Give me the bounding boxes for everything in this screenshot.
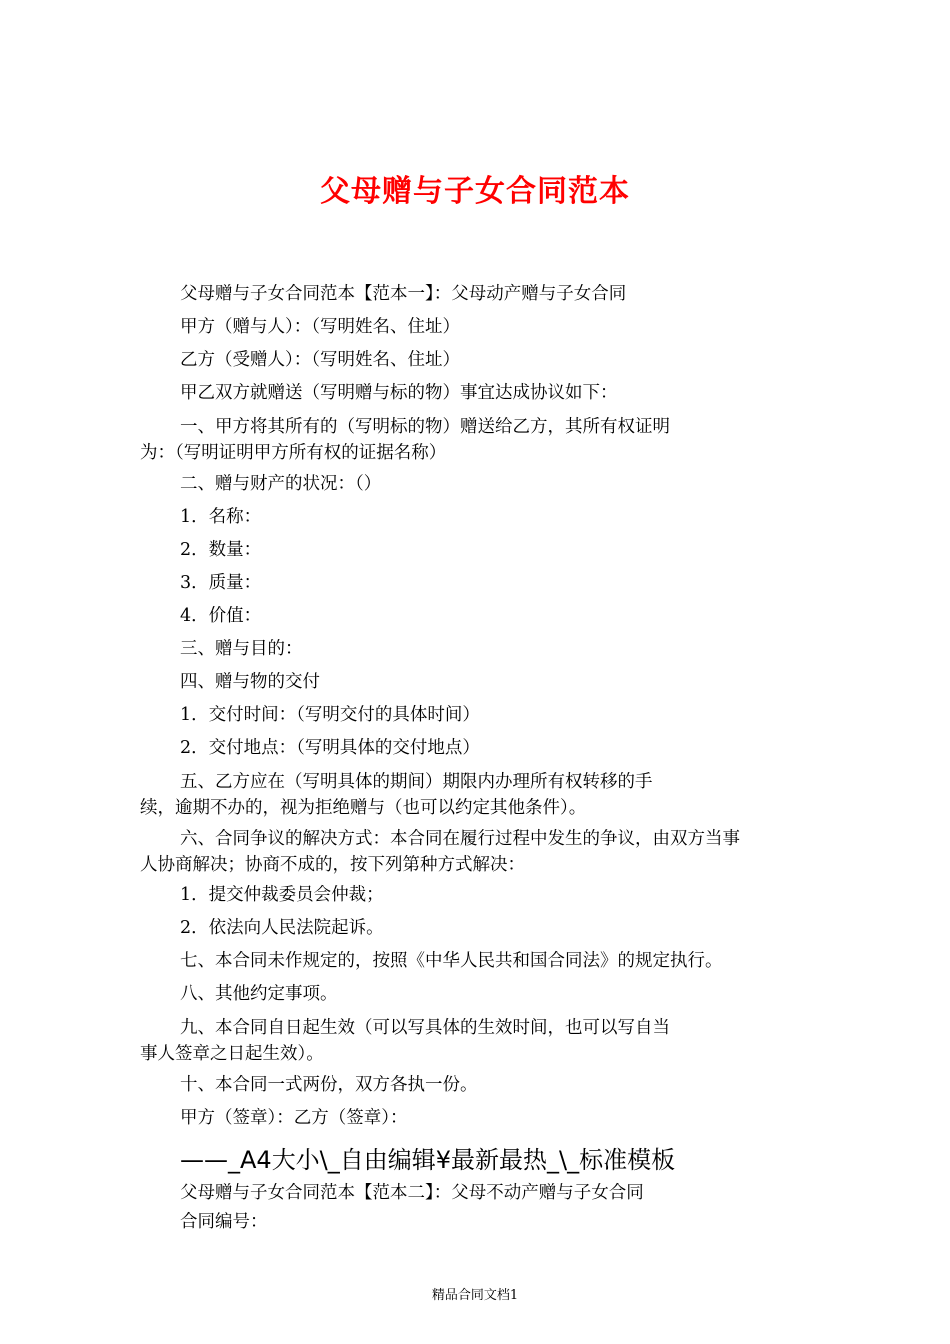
paragraph-line: 二、赠与财产的状况：（） xyxy=(180,474,382,494)
paragraph-line: 六、合同争议的解决方式：本合同在履行过程中发生的争议，由双方当事 xyxy=(180,829,740,849)
paragraph-continuation: 事人签章之日起生效）。 xyxy=(140,1044,324,1064)
paragraph xyxy=(140,1015,830,1067)
paragraph-line: 1．提交仲裁委员会仲裁； xyxy=(180,885,384,905)
paragraph xyxy=(140,948,830,974)
paragraph-line: 1．名称： xyxy=(180,507,262,527)
paragraph xyxy=(140,1105,830,1131)
paragraph-line: 父母赠与子女合同范本【范本二】：父母不动产赠与子女合同 xyxy=(180,1183,644,1203)
page-footer: 精品合同文档1 xyxy=(431,1288,519,1303)
paragraph xyxy=(140,1072,830,1098)
paragraph-line: 甲方（赠与人）：（写明姓名、住址） xyxy=(180,317,460,337)
paragraph xyxy=(140,570,830,596)
paragraph xyxy=(140,826,830,878)
paragraph-line: 八、其他约定事项。 xyxy=(180,984,338,1004)
paragraph-line: 3．质量： xyxy=(180,573,262,593)
paragraph xyxy=(140,471,830,497)
paragraph-line: 十、本合同一式两份，双方各执一份。 xyxy=(180,1075,478,1095)
paragraph xyxy=(140,380,830,406)
paragraph xyxy=(140,537,830,563)
paragraph-line: 一、甲方将其所有的（写明标的物）赠送给乙方，其所有权证明 xyxy=(180,417,670,437)
paragraph-line: 1．交付时间：（写明交付的具体时间） xyxy=(180,705,480,725)
paragraph-continuation: 人协商解决；协商不成的，按下列第种方式解决： xyxy=(140,855,525,875)
paragraph xyxy=(140,414,830,466)
paragraph xyxy=(140,1209,830,1235)
paragraph-continuation: 续，逾期不办的，视为拒绝赠与（也可以约定其他条件）。 xyxy=(140,798,587,818)
paragraph xyxy=(140,636,830,662)
paragraph-line: 乙方（受赠人）：（写明姓名、住址） xyxy=(180,350,460,370)
paragraph xyxy=(140,504,830,530)
paragraph-line: 九、本合同自日起生效（可以写具体的生效时间，也可以写自当 xyxy=(180,1018,670,1038)
paragraph-line: 父母赠与子女合同范本【范本一】：父母动产赠与子女合同 xyxy=(180,284,627,304)
paragraph-line: 五、乙方应在（写明具体的期间）期限内办理所有权转移的手 xyxy=(180,772,653,792)
paragraph xyxy=(140,915,830,941)
paragraph xyxy=(140,314,830,340)
paragraph xyxy=(140,735,830,761)
paragraph-line: 四、赠与物的交付 xyxy=(180,672,320,692)
paragraph xyxy=(140,1180,830,1206)
paragraph-line: 三、赠与目的： xyxy=(180,639,303,659)
paragraph xyxy=(140,347,830,373)
paragraph xyxy=(140,603,830,629)
paragraph-line: 2．交付地点：（写明具体的交付地点） xyxy=(180,738,480,758)
paragraph xyxy=(140,669,830,695)
template-banner: ——_A4大小\_自由编辑¥最新最热_\_标准模板 xyxy=(180,1146,676,1174)
paragraph xyxy=(140,769,830,821)
paragraph-line: 合同编号： xyxy=(180,1212,268,1232)
paragraph-line: 2．数量： xyxy=(180,540,262,560)
paragraph-line: 甲方（签章）：乙方（签章）： xyxy=(180,1108,408,1128)
paragraph-line: 七、本合同未作规定的，按照《中华人民共和国合同法》的规定执行。 xyxy=(180,951,723,971)
paragraph-continuation: 为：（写明证明甲方所有权的证据名称） xyxy=(140,443,447,463)
document-title: 父母赠与子女合同范本 xyxy=(320,174,630,209)
paragraph-line: 2．依法向人民法院起诉。 xyxy=(180,918,384,938)
paragraph xyxy=(140,702,830,728)
paragraph xyxy=(140,981,830,1007)
paragraph xyxy=(140,281,830,307)
paragraph-line: 4．价值： xyxy=(180,606,262,626)
paragraph xyxy=(140,882,830,908)
paragraph-line: 甲乙双方就赠送（写明赠与标的物）事宜达成协议如下： xyxy=(180,383,618,403)
